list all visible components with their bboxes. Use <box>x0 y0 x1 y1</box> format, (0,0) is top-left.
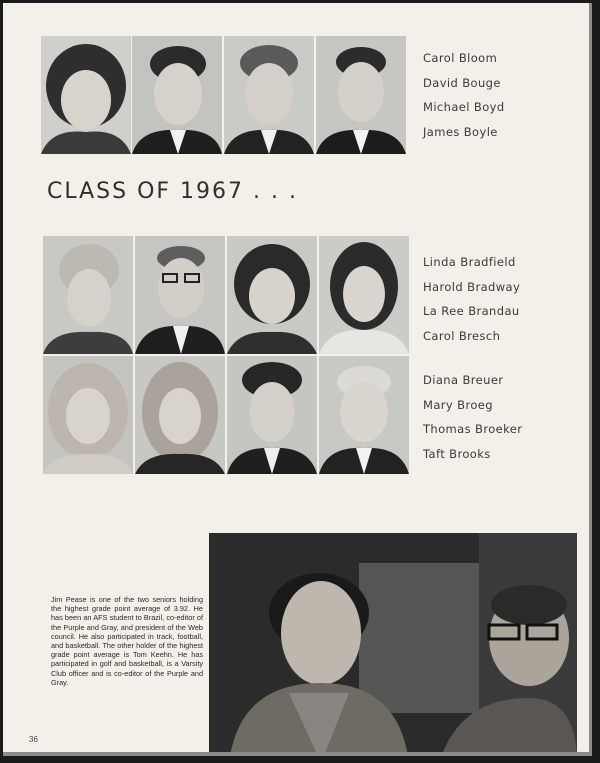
student-name: Taft Brooks <box>423 446 491 461</box>
portrait-photo <box>43 236 133 354</box>
student-name: David Bouge <box>423 75 501 90</box>
student-name: Michael Boyd <box>423 100 505 114</box>
page-number: 36 <box>29 735 38 744</box>
portrait-photo <box>227 236 317 354</box>
portrait-photo <box>41 36 131 154</box>
student-name: Harold Bradway <box>423 279 521 294</box>
student-name: Carol Bloom <box>423 51 498 65</box>
portrait-photo <box>319 356 409 474</box>
section-heading: CLASS OF 1967 . . . <box>47 179 299 204</box>
portrait-photo <box>319 236 409 354</box>
student-name: Linda Bradfield <box>423 255 516 269</box>
name-list <box>423 250 520 348</box>
student-name: La Ree Brandau <box>423 304 520 318</box>
portrait-photo <box>43 356 133 474</box>
portrait-photo <box>135 236 225 354</box>
portrait-photo <box>135 356 225 474</box>
name-list <box>423 368 522 466</box>
student-name: James Boyle <box>423 124 498 139</box>
student-name: Diana Breuer <box>423 373 504 387</box>
portrait-photo <box>132 36 222 154</box>
candid-photo <box>209 533 577 756</box>
student-name: Thomas Broeker <box>423 422 523 436</box>
photo-caption: Jim Pease is one of the two seniors holding the highest grade point average of 3.92. He has been an AFS student to Brazil, co-editor of the Purple and Gray, and president of the Web council. He also participated in track, football, and basketball. The other holder of the highest grade point average is Tom Keehn. He has participated in golf and basketball, is a Varsity Club officer and is co-editor of the Purple and Gray. <box>51 595 203 687</box>
portrait-photo <box>227 356 317 474</box>
student-name: Mary Broeg <box>423 397 493 412</box>
name-list <box>423 46 505 144</box>
yearbook-page <box>3 3 592 756</box>
portrait-photo <box>316 36 406 154</box>
student-name: Carol Bresch <box>423 328 501 343</box>
portrait-photo <box>224 36 314 154</box>
